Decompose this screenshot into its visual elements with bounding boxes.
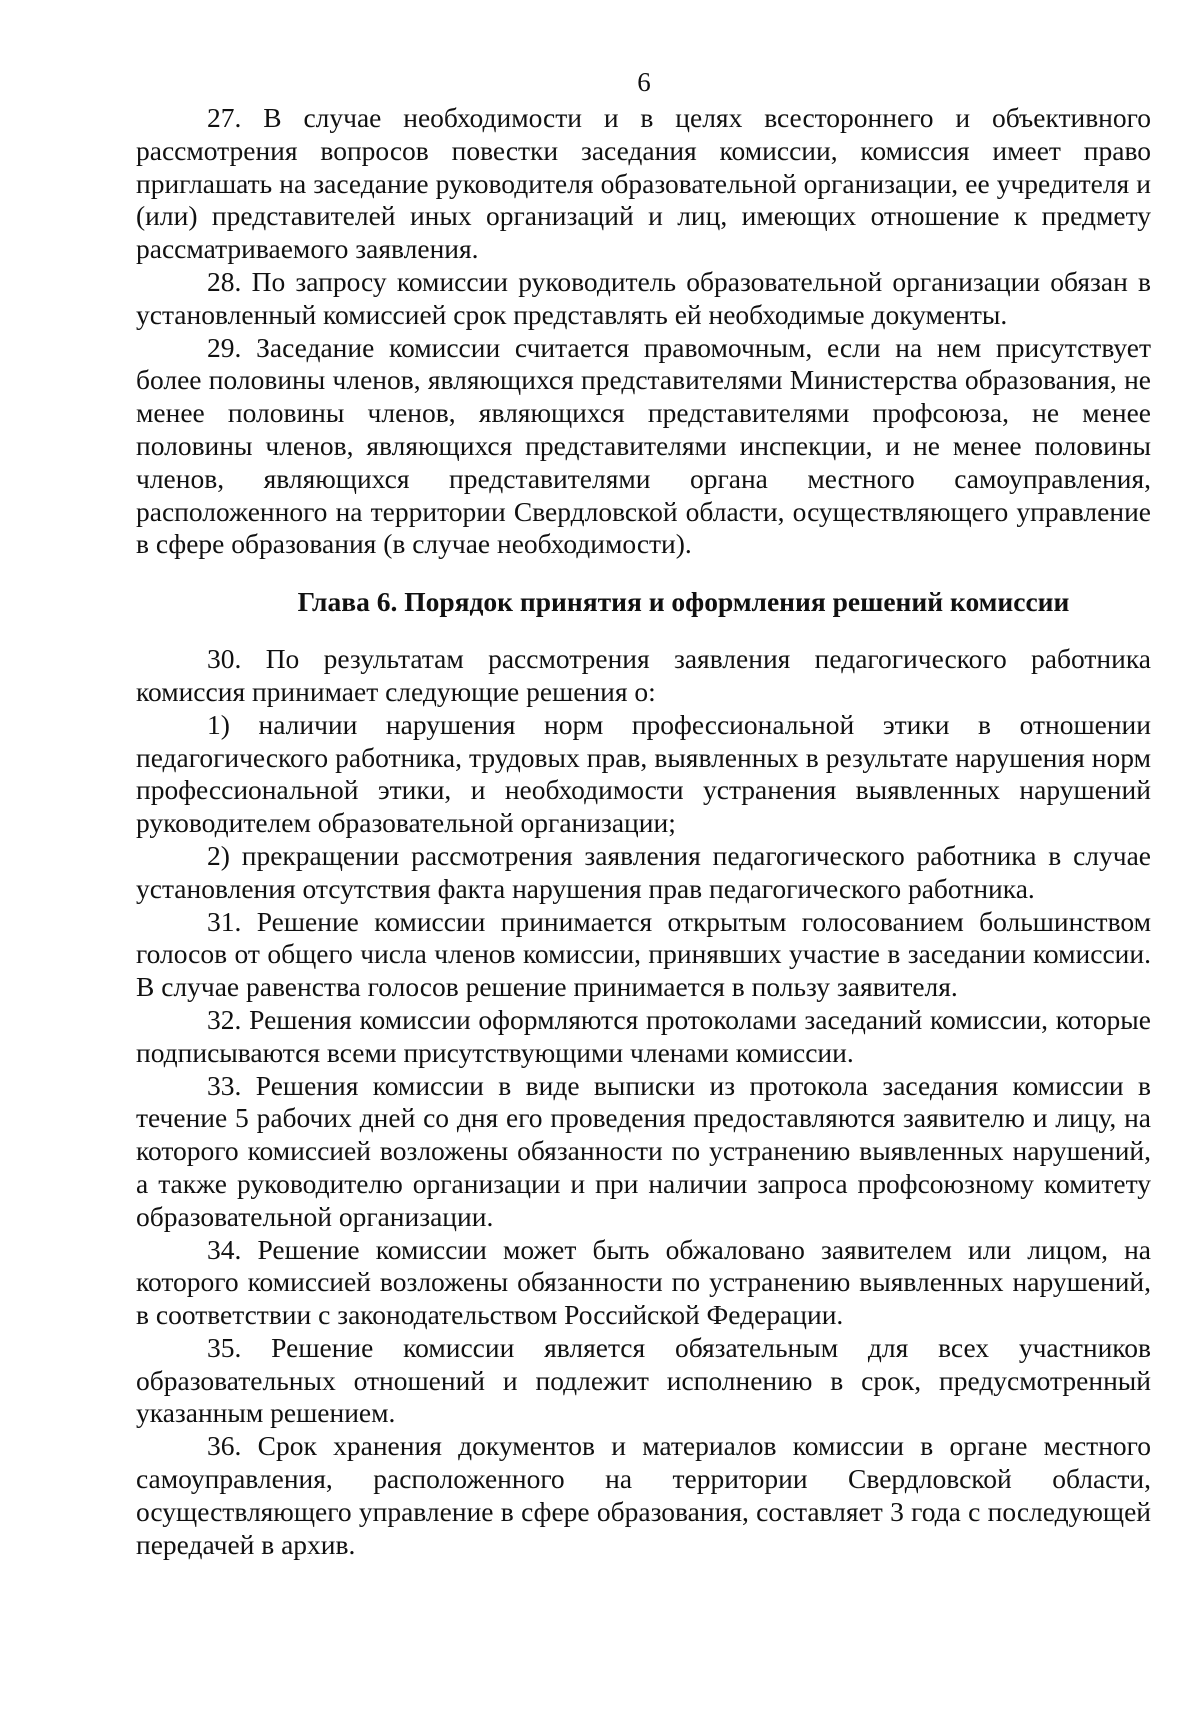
document-body bbox=[136, 102, 1151, 1561]
paragraph-34: 34. Решение комиссии может быть обжаловано заявителем или лицом, на которого комиссией возложены обязанности по устранению выявленных нарушений, в соответствии с законодательством Российской Федерации. bbox=[136, 1233, 1151, 1331]
paragraph-31: 31. Решение комиссии принимается открытым голосованием большинством голосов от общего числа членов комиссии, принявших участие в заседании комиссии. В случае равенства голосов решение принимается в пользу заявителя. bbox=[136, 905, 1151, 1003]
chapter-heading: Глава 6. Порядок принятия и оформления решений комиссии bbox=[297, 586, 1070, 618]
paragraph-32: 32. Решения комиссии оформляются протоколами заседаний комиссии, которые подписываются всеми присутствующими членами комиссии. bbox=[136, 1003, 1151, 1068]
paragraph-30-item-2: 2) прекращении рассмотрения заявления педагогического работника в случае установления отсутствия факта нарушения прав педагогического работника. bbox=[136, 839, 1151, 904]
paragraph-36: 36. Срок хранения документов и материалов комиссии в органе местного самоуправления, расположенного на территории Свердловской области, осуществляющего управление в сфере образования, составляет 3 года с последующей передачей в архив. bbox=[136, 1430, 1151, 1560]
paragraph-30-item-1: 1) наличии нарушения норм профессиональной этики в отношении педагогического работника, трудовых прав, выявленных в результате нарушения норм профессиональной этики, и необходимости устранения выявленных нарушений руководителем образовательной организации; bbox=[136, 708, 1151, 839]
paragraph-29: 29. Заседание комиссии считается правомочным, если на нем присутствует более половины членов, являющихся представителями Министерства образования, не менее половины членов, являющихся представителями профсоюза, не менее половины членов, являющихся представителями инспекции, и не менее половины членов, являющихся представителями органа местного самоуправления, расположенного на территории Свердловской области, осуществляющего управление в сфере образования (в случае необходимости). bbox=[136, 331, 1151, 560]
paragraph-35: 35. Решение комиссии является обязательным для всех участников образовательных отношений и подлежит исполнению в срок, предусмотренный указанным решением. bbox=[136, 1331, 1151, 1429]
paragraph-30: 30. По результатам рассмотрения заявления педагогического работника комиссия принимает следующие решения о: bbox=[136, 643, 1151, 707]
paragraph-28: 28. По запросу комиссии руководитель образовательной организации обязан в установленный комиссией срок представлять ей необходимые документы. bbox=[136, 265, 1151, 330]
page-number: 6 bbox=[637, 67, 651, 97]
paragraph-27: 27. В случае необходимости и в целях всестороннего и объективного рассмотрения вопросов повестки заседания комиссии, комиссия имеет право приглашать на заседание руководителя образовательной организации, ее учредителя и (или) представителей иных организаций и лиц, имеющих отношение к предмету рассматриваемого заявления. bbox=[136, 102, 1151, 265]
paragraph-33: 33. Решения комиссии в виде выписки из протокола заседания комиссии в течение 5 рабочих дней со дня его проведения предоставляются заявителю и лицу, на которого комиссией возложены обязанности по устранению выявленных нарушений, а также руководителю организации и при наличии запроса профсоюзному комитету образовательной организации. bbox=[136, 1069, 1151, 1232]
